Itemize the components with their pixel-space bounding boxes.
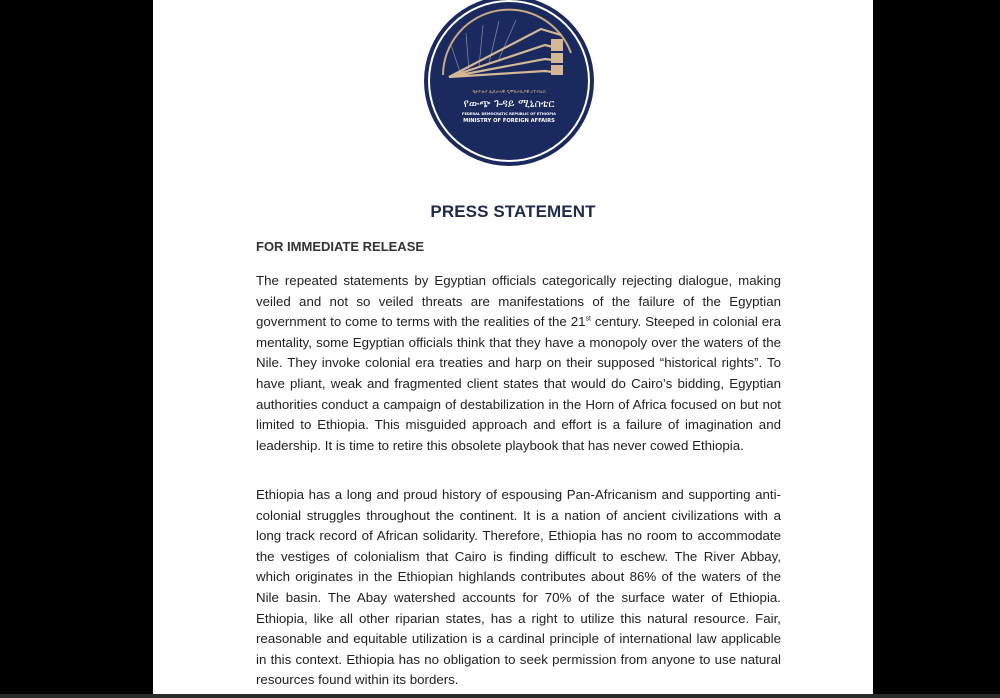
paragraph-1-text-a: The repeated statements by Egyptian officials categorically rejecting dialogue, making veiled and not so veiled threats are manifestations of the failure of the Egyptian government to come to terms with the realities of the 21 <box>256 273 781 330</box>
bottom-bar <box>0 694 1000 698</box>
ministry-of-foreign-affairs-logo <box>421 0 597 167</box>
release-label: FOR IMMEDIATE RELEASE <box>256 239 425 254</box>
svg-text:MINISTRY OF FOREIGN AFFAIRS: MINISTRY OF FOREIGN AFFAIRS <box>463 118 555 124</box>
paragraph-2: Ethiopia has a long and proud history of espousing Pan-Africanism and supporting anti-colonial struggles throughout the continent. It is a nation of ancient civilizations with a long track record of African solidarity. Therefore, Ethiopia has no room to accommodate the vestiges of colonialism that Cairo is finding difficult to eschew. The River Abbay, which originates in the Ethiopian highlands contributes about 86% of the waters of the Nile basin. The Abay watershed accounts for 70% of the surface water of Ethiopia. Ethiopia, like all other riparian states, has a right to utilize this natural resource. Fair, reasonable and equitable utilization is a cardinal principle of international law applicable in this context. Ethiopia has no obligation to seek permission from anyone to use natural resources found within its borders. <box>256 487 781 688</box>
document-page <box>153 0 873 694</box>
page-title: PRESS STATEMENT <box>430 202 596 221</box>
paragraph-1-text-b: century. Steeped in colonial era mentality, some Egyptian officials think that they have a monopoly over the waters of the Nile. They invoke colonial era treaties and harp on their supposed “historical rights”. To have pliant, weak and fragmented client states that would do Cairo’s bidding, Egyptian authorities conduct a campaign of destabilization in the Horn of Africa focused on but not limited to Ethiopia. This misguided approach and effort is a failure of imagination and leadership. It is time to retire this obsolete playbook that has never cowed Ethiopia. <box>256 314 781 453</box>
svg-text:የውጭ ጉዳይ ሚኒስቴር: የውጭ ጉዳይ ሚኒስቴር <box>463 97 555 110</box>
svg-text:ዒትዮጵያ ፌዴራላዊ ዲሞክራሲያዊ ሪፐብሊክ: ዒትዮጵያ ፌዴራላዊ ዲሞክራሲያዊ ሪፐብሊክ <box>472 90 546 95</box>
ordinal-superscript: st <box>585 315 591 323</box>
svg-text:FEDERAL DEMOCRATIC REPUBLIC OF: FEDERAL DEMOCRATIC REPUBLIC OF ETHIOPIA <box>462 112 556 116</box>
paragraph-1 <box>256 271 781 456</box>
